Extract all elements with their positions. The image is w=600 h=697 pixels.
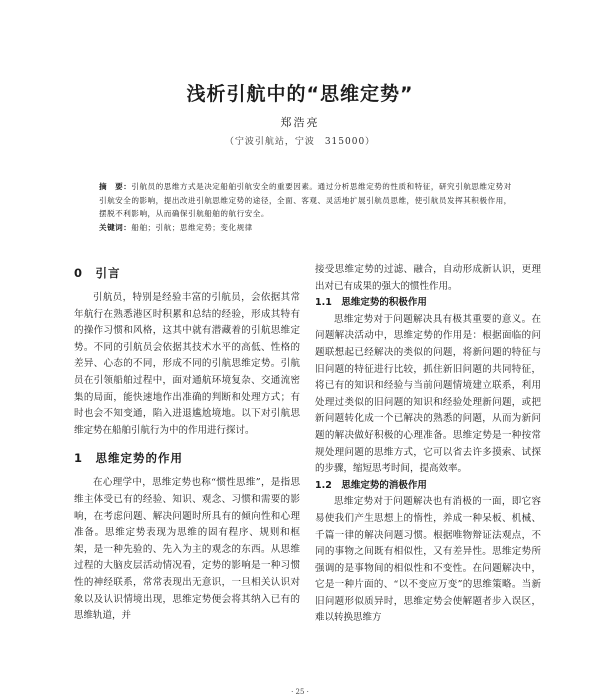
intro-paragraph: 引航员，特别是经验丰富的引航员，会依据其常年航行在熟悉港区时积累和总结的经验，形成其特有的操作习惯和风格，这其中就有潜藏着的引航思维定势。不同的引航员会依据其技术水平的高低、性格的差异、心态的不同，形成不同的引航思维定势。引航员在引领船舶过程中，面对通航环境复杂、交通流密集的局面，能快速地作出准确的判断和处理方式；有时也会不知变通，陷入进退尴尬境地。以下对引航思维定势在船舶引航行为中的作用进行探讨。 xyxy=(74,292,300,436)
intro-heading: 0 引言 xyxy=(74,266,121,280)
section-1-1-paragraph: 思维定势对于问题解决具有极其重要的意义。在问题解决活动中，思维定势的作用是：根据面临的问题联想起已经解决的类似的问题，将新问题的特征与旧问题的特征进行比较，抓住新旧问题的共同特征，将已有的知识和经验与当前问题情境建立联系，利用处理过类似的旧问题的知识和经验处理新问题，或把新问题转化成一个已解决的熟悉的问题，从而为新问题的解决做好积极的心理准备。思维定势是一种按常规处理问题的思维方式，它可以省去许多摸索、试探的步骤，缩短思考时间，提高效率。 xyxy=(315,313,541,475)
abstract-label: 摘 要： xyxy=(99,182,132,191)
abstract-text: 引航员的思维方式是决定船舶引航安全的重要因素。通过分析思维定势的性质和特征，研究引航思维定势对引航安全的影响，提出改进引航思维定势的途径，全面、客观、灵活地扩展引航员思维，使引航员发挥其积极作用，摆脱不利影响，从而确保引航船舶的航行安全。 xyxy=(99,182,512,219)
keywords-text: 船舶；引航；思维定势；变化规律 xyxy=(131,222,253,232)
section-1-2-heading: 1.2 思维定势的消极作用 xyxy=(315,479,427,491)
section-1-heading: 1 思维定势的作用 xyxy=(74,451,184,466)
section-1-paragraph: 在心理学中，思维定势也称“惯性思维”，是指思维主体受已有的经验、知识、观念、习惯和需要的影响，在考虑问题、解决问题时所具有的倾向性和心理准备。思维定势表现为思维的固有程序、规则和框架，是一种先验的、先入为主的观念的东西。从思维过程的大脑皮层活动情况看，定势的影响是一种习惯性的神经联系，常常表现出无意识，一旦相关认识对象以及认识情境出现，思维定势便会将其纳入已有的思维轨道，并 xyxy=(74,477,300,622)
paper-title: 浅析引航中的“思维定势” xyxy=(186,83,414,105)
right-column xyxy=(315,262,541,627)
author-affiliation: （宁波引航站，宁波 315000） xyxy=(224,137,376,147)
section-1-1-heading: 1.1 思维定势的积极作用 xyxy=(315,297,427,309)
abstract-block xyxy=(99,180,519,234)
keywords-label: 关键词： xyxy=(99,222,132,232)
section-1-2-paragraph: 思维定势对于问题解决也有消极的一面，即它容易使我们产生思想上的惰性，养成一种呆板、机械、千篇一律的解决问题习惯。根据唯物辩证法观点，不同的事物之间既有相似性，又有差异性。思维定势所强调的是事物间的相似性和不变性。在问题解决中，它是一种片面的、“以不变应万变”的思维策略。当新旧问题形似质异时，思维定势会使解题者步入误区，难以转换思维方 xyxy=(315,496,541,624)
left-column xyxy=(74,262,300,625)
author-name: 郑浩亮 xyxy=(280,116,320,129)
page-number: · 25 · xyxy=(291,688,309,696)
continued-paragraph: 接受思维定势的过滤、融合，自动形成新认识，更理出对已有成果的强大的惯性作用。 xyxy=(315,264,541,292)
